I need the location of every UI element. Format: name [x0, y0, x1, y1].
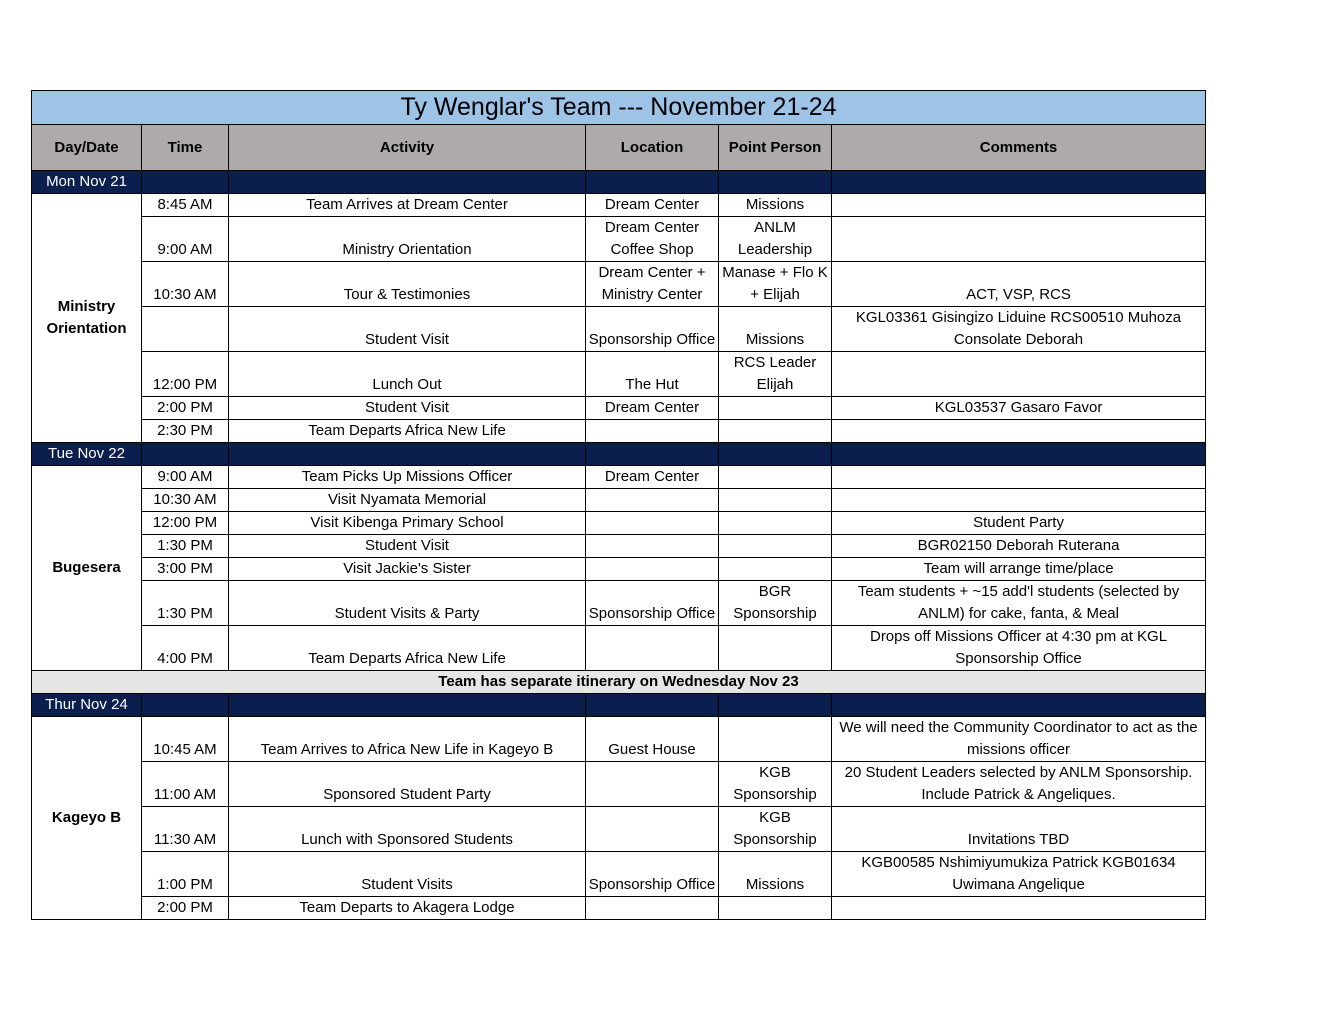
cell-activity: Student Visit	[229, 307, 586, 352]
cell-time: 11:30 AM	[142, 807, 229, 852]
sheet-title: Ty Wenglar's Team --- November 21-24	[32, 91, 1206, 125]
cell-activity: Lunch with Sponsored Students	[229, 807, 586, 852]
cell-location	[586, 897, 719, 920]
cell-comments	[832, 466, 1206, 489]
table-row	[32, 352, 1206, 397]
cell-comments	[832, 489, 1206, 512]
cell-location: Sponsorship Office	[586, 581, 719, 626]
cell-point-person: BGR Sponsorship	[719, 581, 832, 626]
day-row-fill	[586, 171, 719, 194]
cell-time: 1:00 PM	[142, 852, 229, 897]
cell-location: Guest House	[586, 717, 719, 762]
cell-activity: Student Visit	[229, 397, 586, 420]
day-row	[32, 171, 1206, 194]
cell-activity: Team Departs Africa New Life	[229, 626, 586, 671]
cell-activity: Ministry Orientation	[229, 217, 586, 262]
cell-comments: ACT, VSP, RCS	[832, 262, 1206, 307]
cell-point-person	[719, 420, 832, 443]
day-date: Mon Nov 21	[32, 171, 142, 194]
cell-point-person	[719, 897, 832, 920]
itinerary-table	[31, 90, 1206, 920]
table-row	[32, 581, 1206, 626]
cell-time: 1:30 PM	[142, 581, 229, 626]
day-date: Tue Nov 22	[32, 443, 142, 466]
cell-comments: Team students + ~15 add'l students (selected by ANLM) for cake, fanta, & Meal	[832, 581, 1206, 626]
cell-time: 4:00 PM	[142, 626, 229, 671]
cell-point-person: Manase + Flo K + Elijah	[719, 262, 832, 307]
cell-location	[586, 489, 719, 512]
cell-activity: Team Picks Up Missions Officer	[229, 466, 586, 489]
group-label: Bugesera	[32, 466, 142, 671]
cell-point-person: RCS Leader Elijah	[719, 352, 832, 397]
cell-point-person: Missions	[719, 852, 832, 897]
day-row-fill	[832, 171, 1206, 194]
table-row	[32, 807, 1206, 852]
cell-location	[586, 558, 719, 581]
cell-activity: Visit Nyamata Memorial	[229, 489, 586, 512]
header-activity: Activity	[229, 125, 586, 171]
cell-activity: Team Arrives to Africa New Life in Kageyo B	[229, 717, 586, 762]
cell-location: Sponsorship Office	[586, 307, 719, 352]
cell-point-person: KGB Sponsorship	[719, 807, 832, 852]
cell-comments: Drops off Missions Officer at 4:30 pm at KGL Sponsorship Office	[832, 626, 1206, 671]
cell-point-person: ANLM Leadership	[719, 217, 832, 262]
cell-time: 9:00 AM	[142, 217, 229, 262]
cell-activity: Visit Jackie's Sister	[229, 558, 586, 581]
cell-time: 1:30 PM	[142, 535, 229, 558]
cell-activity: Student Visits	[229, 852, 586, 897]
table-row	[32, 512, 1206, 535]
day-row	[32, 694, 1206, 717]
cell-location	[586, 535, 719, 558]
cell-activity: Tour & Testimonies	[229, 262, 586, 307]
cell-location	[586, 626, 719, 671]
table-row	[32, 217, 1206, 262]
cell-time: 10:45 AM	[142, 717, 229, 762]
header-day: Day/Date	[32, 125, 142, 171]
table-row	[32, 852, 1206, 897]
table-row	[32, 762, 1206, 807]
cell-comments	[832, 217, 1206, 262]
cell-activity: Sponsored Student Party	[229, 762, 586, 807]
cell-point-person	[719, 558, 832, 581]
cell-time: 3:00 PM	[142, 558, 229, 581]
cell-comments	[832, 420, 1206, 443]
cell-time: 10:30 AM	[142, 262, 229, 307]
cell-comments: Student Party	[832, 512, 1206, 535]
itinerary-note: Team has separate itinerary on Wednesday Nov 23	[32, 671, 1206, 694]
cell-location	[586, 807, 719, 852]
cell-activity: Team Arrives at Dream Center	[229, 194, 586, 217]
table-row	[32, 397, 1206, 420]
day-row	[32, 443, 1206, 466]
cell-time: 11:00 AM	[142, 762, 229, 807]
cell-point-person	[719, 535, 832, 558]
cell-point-person: Missions	[719, 194, 832, 217]
cell-comments: KGL03361 Gisingizo Liduine RCS00510 Muhoza Consolate Deborah	[832, 307, 1206, 352]
day-row-fill	[719, 694, 832, 717]
table-row	[32, 717, 1206, 762]
cell-point-person	[719, 512, 832, 535]
header-row	[32, 125, 1206, 171]
cell-comments: KGL03537 Gasaro Favor	[832, 397, 1206, 420]
cell-time: 2:30 PM	[142, 420, 229, 443]
table-row	[32, 626, 1206, 671]
day-row-fill	[719, 443, 832, 466]
day-row-fill	[832, 443, 1206, 466]
day-row-fill	[719, 171, 832, 194]
cell-location: Sponsorship Office	[586, 852, 719, 897]
table-row	[32, 194, 1206, 217]
day-row-fill	[586, 694, 719, 717]
cell-point-person	[719, 489, 832, 512]
cell-location: Dream Center	[586, 194, 719, 217]
cell-point-person	[719, 466, 832, 489]
day-row-fill	[142, 694, 229, 717]
cell-comments: We will need the Community Coordinator to act as the missions officer	[832, 717, 1206, 762]
cell-point-person: KGB Sponsorship	[719, 762, 832, 807]
cell-activity: Lunch Out	[229, 352, 586, 397]
cell-activity: Student Visit	[229, 535, 586, 558]
table-row	[32, 307, 1206, 352]
cell-time: 2:00 PM	[142, 897, 229, 920]
header-point-person: Point Person	[719, 125, 832, 171]
cell-comments: Team will arrange time/place	[832, 558, 1206, 581]
day-row-fill	[229, 443, 586, 466]
cell-location: Dream Center	[586, 466, 719, 489]
group-label: Kageyo B	[32, 717, 142, 920]
cell-activity: Team Departs to Akagera Lodge	[229, 897, 586, 920]
table-row	[32, 420, 1206, 443]
day-row-fill	[586, 443, 719, 466]
day-row-fill	[142, 171, 229, 194]
cell-activity: Visit Kibenga Primary School	[229, 512, 586, 535]
cell-time: 9:00 AM	[142, 466, 229, 489]
cell-location: Dream Center Coffee Shop	[586, 217, 719, 262]
day-date: Thur Nov 24	[32, 694, 142, 717]
cell-point-person	[719, 397, 832, 420]
cell-location: The Hut	[586, 352, 719, 397]
header-location: Location	[586, 125, 719, 171]
cell-activity: Student Visits & Party	[229, 581, 586, 626]
header-comments: Comments	[832, 125, 1206, 171]
group-label: Ministry Orientation	[32, 194, 142, 443]
cell-point-person: Missions	[719, 307, 832, 352]
cell-time: 2:00 PM	[142, 397, 229, 420]
cell-location	[586, 420, 719, 443]
cell-comments	[832, 897, 1206, 920]
day-row-fill	[832, 694, 1206, 717]
cell-location	[586, 762, 719, 807]
day-row-fill	[229, 171, 586, 194]
cell-location	[586, 512, 719, 535]
cell-time: 12:00 PM	[142, 352, 229, 397]
table-row	[32, 897, 1206, 920]
table-row	[32, 466, 1206, 489]
cell-comments: 20 Student Leaders selected by ANLM Sponsorship. Include Patrick & Angeliques.	[832, 762, 1206, 807]
cell-comments: BGR02150 Deborah Ruterana	[832, 535, 1206, 558]
cell-location: Dream Center + Ministry Center	[586, 262, 719, 307]
table-row	[32, 558, 1206, 581]
cell-time: 10:30 AM	[142, 489, 229, 512]
table-row	[32, 535, 1206, 558]
table-row	[32, 262, 1206, 307]
cell-comments	[832, 194, 1206, 217]
cell-point-person	[719, 717, 832, 762]
cell-time: 12:00 PM	[142, 512, 229, 535]
cell-comments: KGB00585 Nshimiyumukiza Patrick KGB01634 Uwimana Angelique	[832, 852, 1206, 897]
note-row	[32, 671, 1206, 694]
cell-location: Dream Center	[586, 397, 719, 420]
cell-point-person	[719, 626, 832, 671]
cell-comments: Invitations TBD	[832, 807, 1206, 852]
cell-comments	[832, 352, 1206, 397]
cell-activity: Team Departs Africa New Life	[229, 420, 586, 443]
cell-time: 8:45 AM	[142, 194, 229, 217]
header-time: Time	[142, 125, 229, 171]
cell-time	[142, 307, 229, 352]
day-row-fill	[142, 443, 229, 466]
table-row	[32, 489, 1206, 512]
day-row-fill	[229, 694, 586, 717]
